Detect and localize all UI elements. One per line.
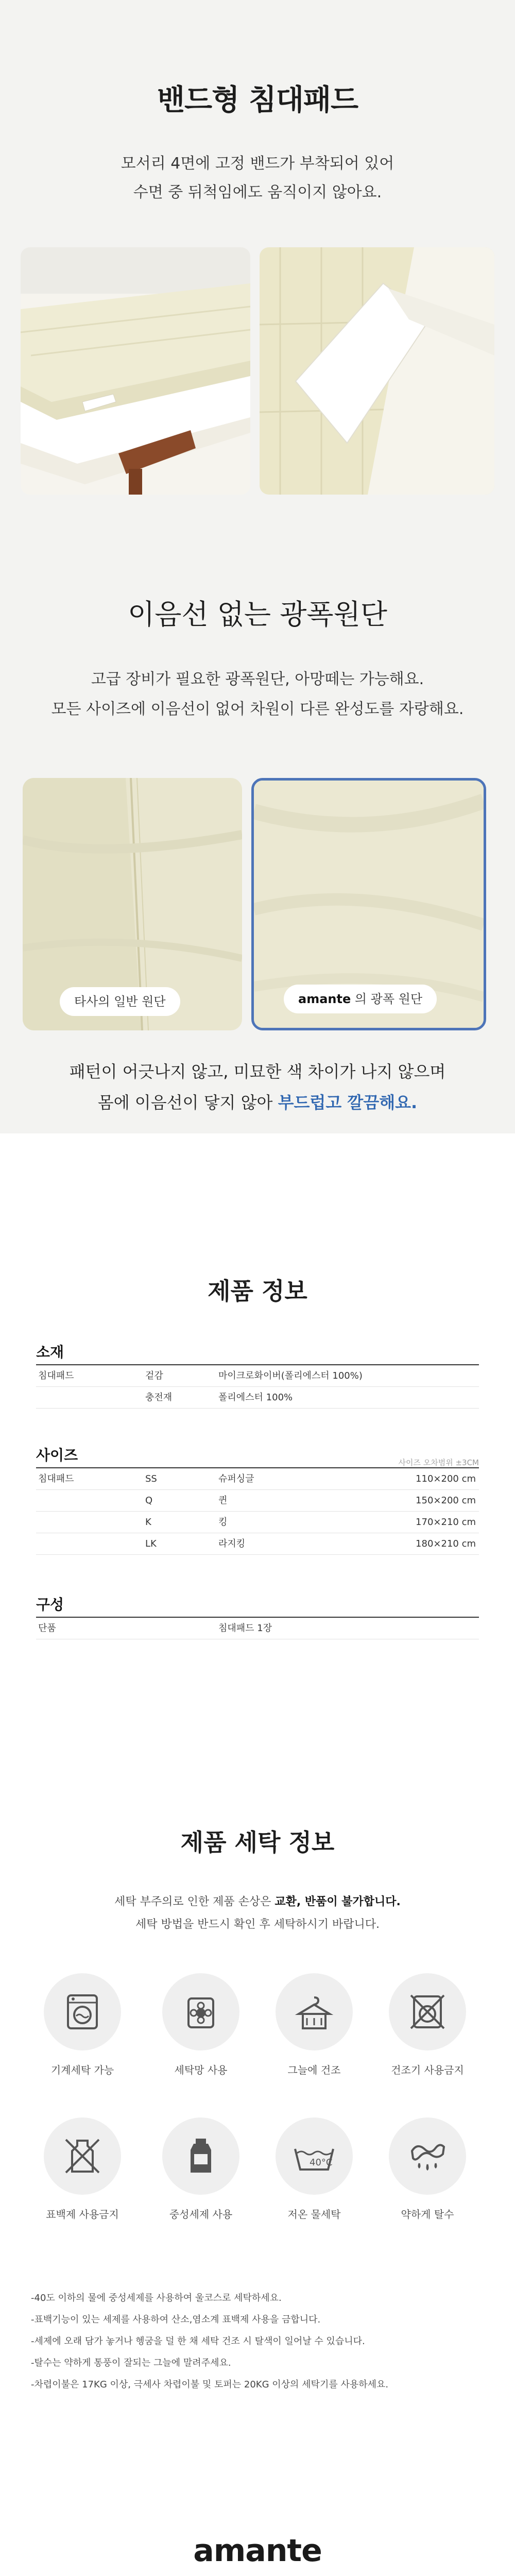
- care-item: 기계세탁 가능: [36, 1973, 129, 2077]
- care-item: 그늘에 건조: [268, 1973, 360, 2077]
- product-info-section: [0, 1133, 515, 1705]
- washing-machine-icon: [44, 1973, 121, 2050]
- washing-notes: [31, 2287, 484, 2396]
- material-heading: 소재: [36, 1340, 479, 1365]
- care-item: 중성세제 사용: [154, 2117, 247, 2221]
- care-item: 약하게 탈수: [381, 2117, 474, 2221]
- table-row: 단품 침대패드 1장: [36, 1618, 479, 1639]
- composition-heading: 구성: [36, 1592, 479, 1618]
- size-heading: 사이즈 사이즈 오차범위 ±3CM: [36, 1443, 479, 1468]
- care-item: 건조기 사용금지: [381, 1973, 474, 2077]
- wide-fabric-benefit-text: 패턴이 어긋나지 않고, 미묘한 색 차이가 나지 않으며 몸에 이음선이 닿지 않아 부드럽고 깔끔해요.: [69, 1062, 446, 1112]
- hanger-dry-icon: [276, 1973, 353, 2050]
- size-tolerance-note: 사이즈 오차범위 ±3CM: [398, 1458, 479, 1467]
- list-item: -표백기능이 있는 세제를 사용하여 산소,염소계 표백제 사용을 금합니다.: [31, 2314, 321, 2325]
- band-type-section: [0, 0, 515, 536]
- table-row: 충전재 폴리에스터 100%: [36, 1387, 479, 1409]
- amante-fabric-label: amante 의 광폭 원단: [284, 985, 437, 1013]
- washing-info-section: [0, 1705, 515, 2524]
- size-table: [36, 1443, 479, 1555]
- no-tumble-dry-icon: [389, 1973, 466, 2050]
- table-row: Q 퀸 150×200 cm: [36, 1490, 479, 1512]
- competitor-fabric-card: [23, 778, 242, 1030]
- table-row: 침대패드 겉감 마이크로화이버(폴리에스터 100%): [36, 1365, 479, 1387]
- wide-fabric-section: [0, 536, 515, 1133]
- table-row: K 킹 170×210 cm: [36, 1512, 479, 1533]
- washing-info-title: 제품 세탁 정보: [180, 1828, 335, 1856]
- wide-fabric-title: 이음선 없는 광폭원단: [128, 598, 387, 631]
- band-section-title: 밴드형 침대패드: [157, 83, 358, 117]
- no-bleach-icon: [44, 2117, 121, 2195]
- list-item: -세제에 오래 담가 놓거나 헹굼을 덜 한 채 세탁 건조 시 탈색이 일어날 수 있습니다.: [31, 2336, 365, 2347]
- amante-fabric-card: [251, 778, 486, 1030]
- care-item: 세탁망 사용: [154, 1973, 247, 2077]
- competitor-fabric-label: 타사의 일반 원단: [60, 987, 180, 1016]
- composition-table: [36, 1592, 479, 1639]
- list-item: -40도 이하의 물에 중성세제를 사용하여 울코스로 세탁하세요.: [31, 2293, 282, 2303]
- table-row: 침대패드 SS 슈퍼싱글 110×200 cm: [36, 1468, 479, 1490]
- list-item: -탈수는 약하게 통풍이 잘되는 그늘에 말려주세요.: [31, 2358, 231, 2368]
- bed-with-pad-photo: [21, 247, 250, 495]
- product-info-title: 제품 정보: [208, 1277, 307, 1305]
- care-item: 표백제 사용금지: [36, 2117, 129, 2221]
- table-row: LK 라지킹 180×210 cm: [36, 1533, 479, 1555]
- amante-brand-text: amante: [298, 992, 351, 1006]
- benefit-highlight: 부드럽고 깔끔해요.: [278, 1093, 418, 1112]
- care-item: 40°C 저온 물세탁: [268, 2117, 360, 2221]
- wide-fabric-subtitle: 고급 장비가 필요한 광폭원단, 아망떼는 가능해요. 모든 사이즈에 이음선이 없어 차원이 다른 완성도를 자랑해요.: [51, 670, 464, 718]
- footer: [0, 2524, 515, 2576]
- water-40-icon: [276, 2117, 353, 2195]
- band-section-subtitle: 모서리 4면에 고정 밴드가 부착되어 있어 수면 중 뒤척임에도 움직이지 않아요.: [121, 155, 394, 201]
- water-temp-text: 40°C: [310, 2157, 333, 2168]
- gentle-spin-icon: [389, 2117, 466, 2195]
- neutral-detergent-icon: [162, 2117, 239, 2195]
- material-table: [36, 1340, 479, 1409]
- washing-warning: 세탁 부주의로 인한 제품 손상은 교환, 반품이 불가합니다. 세탁 방법을 반드시 확인 후 세탁하시기 바랍니다.: [114, 1895, 401, 1931]
- detergent-icon: [162, 1973, 239, 2050]
- amante-logo: amante: [193, 2533, 322, 2569]
- corner-band-closeup-photo: [260, 247, 494, 495]
- list-item: -차렵이불은 17KG 이상, 극세사 차렵이불 및 토퍼는 20KG 이상의 세탁기를 사용하세요.: [31, 2379, 389, 2390]
